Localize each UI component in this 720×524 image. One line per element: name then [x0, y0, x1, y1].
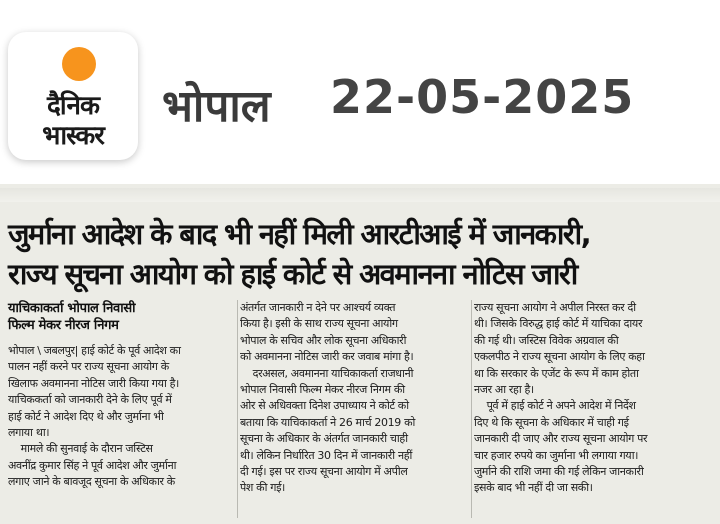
column-line: बताया कि याचिकाकर्ता ने 26 मार्च 2019 को: [240, 415, 416, 429]
column-line: लगाया था।: [8, 426, 50, 440]
headline-line-2: राज्य सूचना आयोग को हाई कोर्ट से अवमानना नोटिस जारी: [8, 257, 577, 291]
logo-text-line2: भास्कर: [42, 121, 104, 151]
column-line: खिलाफ अवमानना नोटिस जारी किया गया है।: [8, 376, 179, 390]
column-line: की गई थी। जस्टिस विवेक अग्रवाल की: [474, 333, 619, 347]
headline-line-1: जुर्माना आदेश के बाद भी नहीं मिली आरटीआई में जानकारी,: [8, 217, 591, 251]
city-label: भोपाल: [162, 81, 271, 132]
sun-logo-icon: [62, 47, 96, 81]
subheading-line-2: फिल्म मेकर नीरज निगम: [8, 318, 119, 333]
column-line: एकलपीठ ने राज्य सूचना आयोग के लिए कहा: [474, 350, 645, 364]
column-line: हाई कोर्ट ने आदेश दिए थे और जुर्माना भी: [8, 409, 164, 423]
page-header: [0, 0, 720, 178]
column-divider: [471, 300, 472, 518]
column-line: जानकारी दी जाए और राज्य सूचना आयोग पर: [474, 432, 648, 446]
column-line: मामले की सुनवाई के दौरान जस्टिस: [8, 442, 153, 456]
column-line: राज्य सूचना आयोग ने अपील निरस्त कर दी: [474, 301, 636, 314]
column-line: लगाए जाने के बावजूद सूचना के अधिकार के: [8, 475, 175, 489]
article-column-2: [240, 300, 468, 497]
column-line: इसके बाद भी नहीं दी जा सकी।: [474, 481, 593, 495]
column-line: भोपाल निवासी फिल्म मेकर नीरज निगम की: [240, 383, 405, 397]
column-line: दरअसल, अवमानना याचिकाकर्ता राजधानी: [240, 366, 414, 380]
column-line: सूचना के अधिकार के अंतर्गत जानकारी चाही: [240, 432, 408, 446]
logo-text-line1: दैनिक: [47, 91, 99, 121]
column-line: याचिककर्ता को जानकारी देने के लिए पूर्व में: [8, 393, 172, 407]
article-column-3: [474, 300, 714, 497]
column-line: नजर आ रहा है।: [474, 383, 534, 397]
column-line: अवनींद्र कुमार सिंह ने पूर्व आदेश और जुर्माना: [8, 458, 177, 472]
date-label: 22-05-2025: [330, 70, 635, 124]
column-line: भोपाल \ जबलपुर| हाई कोर्ट के पूर्व आदेश का: [8, 344, 181, 357]
article-column-1: [8, 343, 236, 491]
column-line: ओर से अधिवक्ता दिनेश उपाध्याय ने कोर्ट को: [240, 399, 409, 413]
column-line: दिए थे कि सूचना के अधिकार में चाही गई: [474, 415, 629, 429]
column-line: को अवमानना नोटिस जारी कर जवाब मांगा है।: [240, 350, 414, 364]
column-line: था कि सरकार के एजेंट के रूप में काम होता: [474, 366, 639, 380]
column-line: अंतर्गत जानकारी न देने पर आश्चर्य व्यक्त: [240, 301, 396, 314]
clipping-top-edge: [0, 188, 720, 202]
column-line: जुर्माने की राशि जमा की गई लेकिन जानकारी: [474, 465, 644, 479]
column-line: चार हजार रुपये का जुर्माना भी लगाया गया।: [474, 448, 639, 462]
column-line: पालन नहीं करने पर राज्य सूचना आयोग के: [8, 360, 169, 374]
column-divider: [237, 300, 238, 518]
subheading-line-1: याचिकाकर्ता भोपाल निवासी: [8, 301, 136, 316]
column-line: दी गई। इस पर राज्य सूचना आयोग में अपील: [240, 465, 408, 479]
column-line: किया है। इसी के साथ राज्य सूचना आयोग: [240, 317, 398, 331]
column-line: पेश की गई।: [240, 481, 285, 495]
dainik-bhaskar-logo: [8, 32, 138, 160]
column-line: भोपाल के सचिव और लोक सूचना अधिकारी: [240, 333, 407, 347]
column-line: थी। लेकिन निर्धारित 30 दिन में जानकारी नहीं: [240, 448, 413, 462]
column-line: थी। जिसके विरुद्ध हाई कोर्ट में याचिका दायर: [474, 317, 643, 331]
column-line: पूर्व में हाई कोर्ट ने अपने आदेश में निर्देश: [474, 399, 636, 413]
